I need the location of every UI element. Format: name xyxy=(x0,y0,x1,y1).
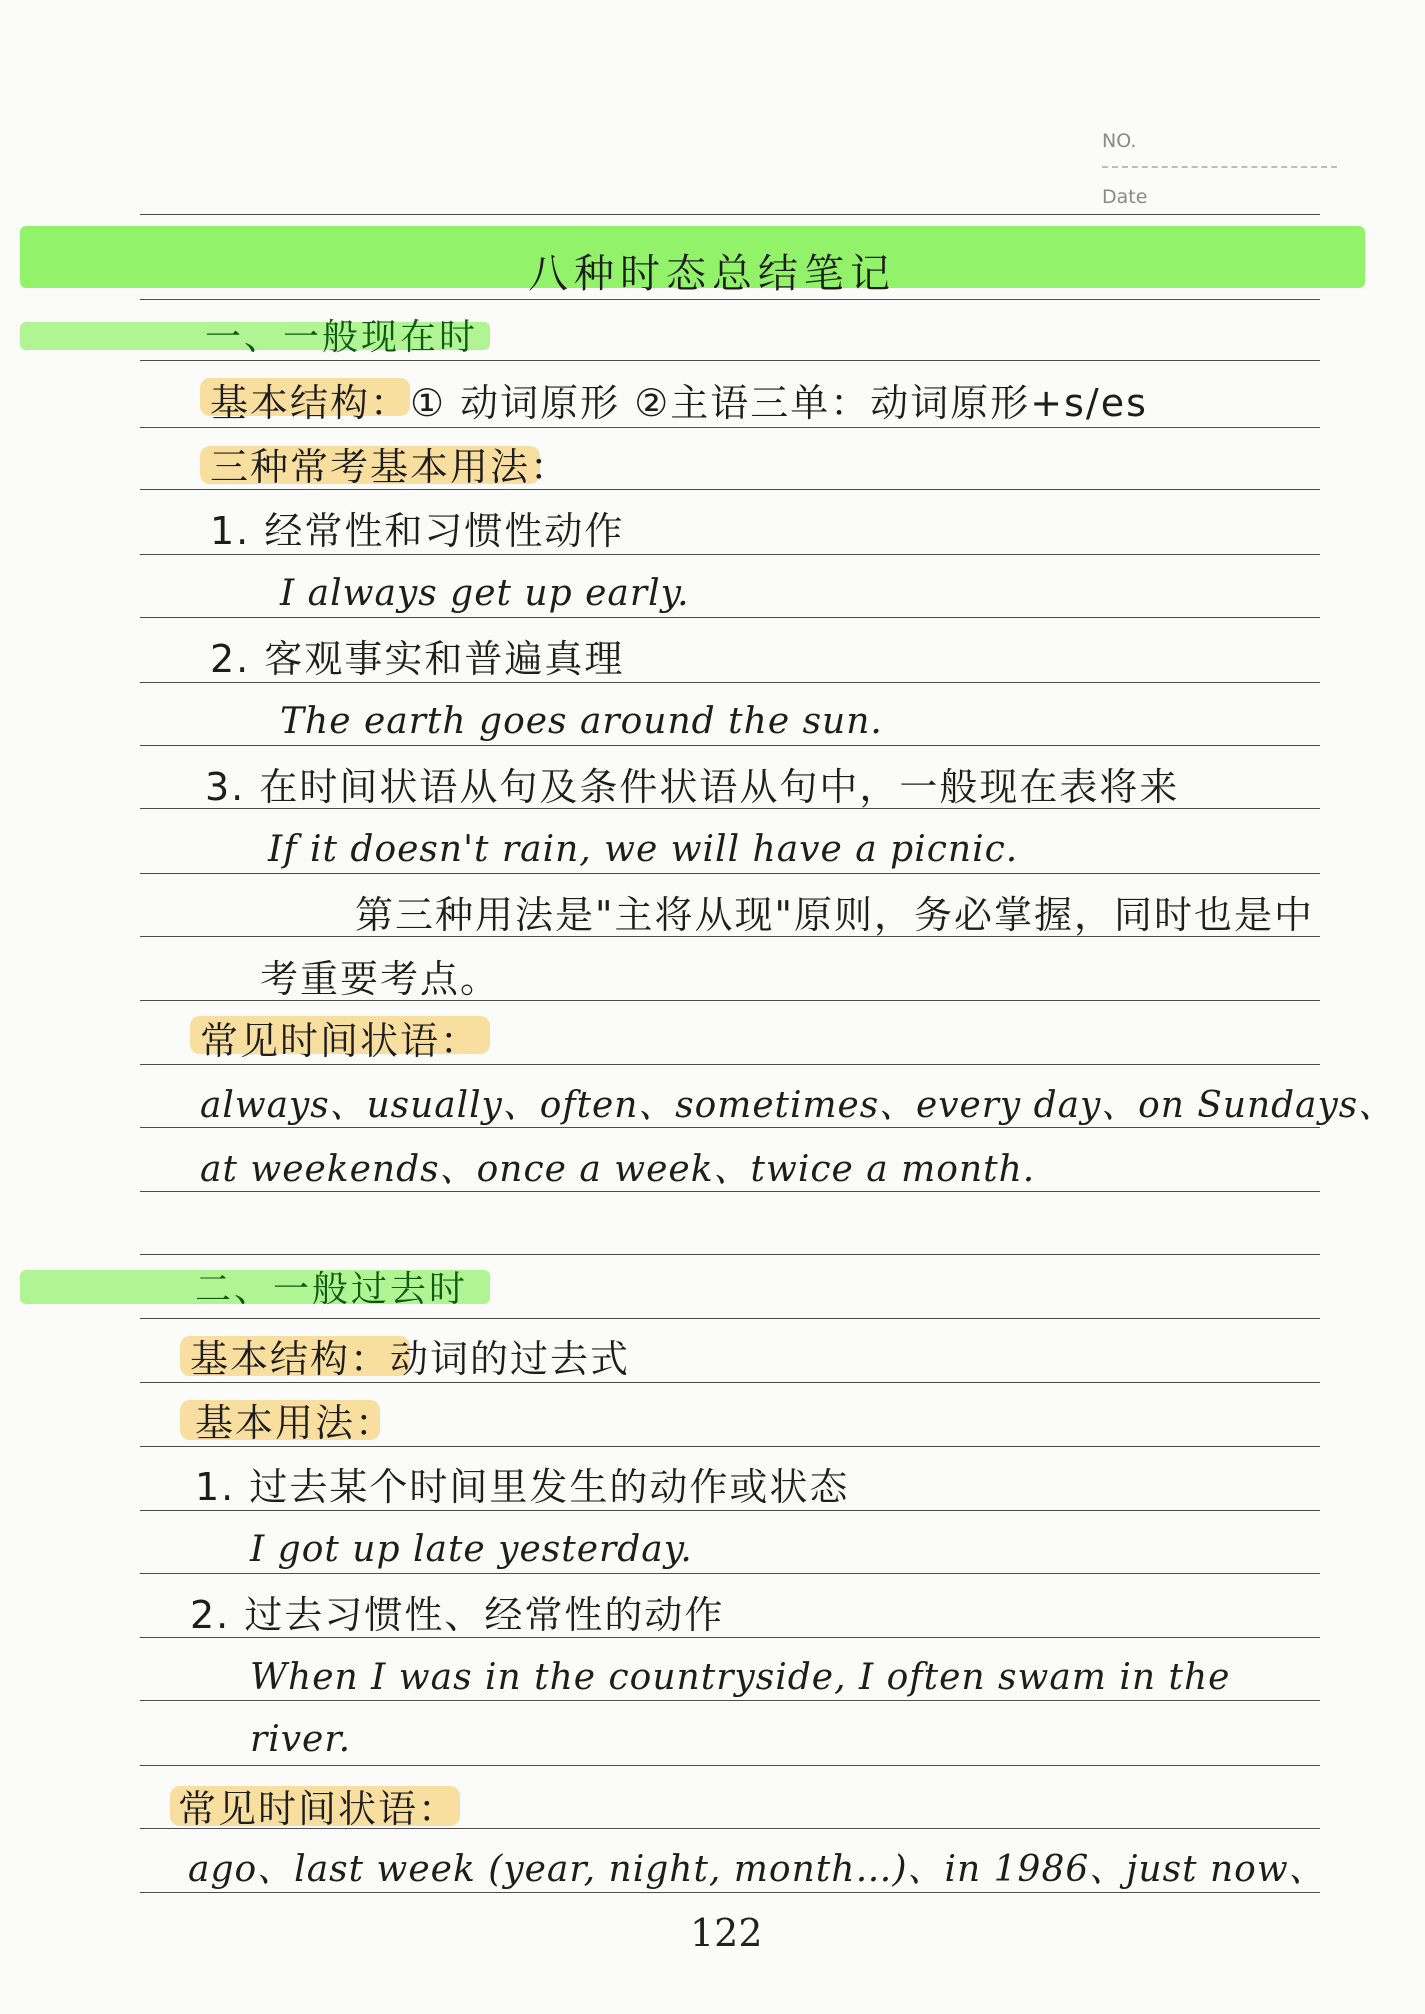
section2-item1-example: I got up late yesterday. xyxy=(250,1529,693,1570)
rule-line xyxy=(140,1191,1320,1192)
section1-heading: 一、一般现在时 xyxy=(205,317,479,358)
section1-item1: 1. 经常性和习惯性动作 xyxy=(210,509,625,553)
rule-line xyxy=(140,214,1320,215)
rule-line xyxy=(140,1573,1320,1574)
rule-line xyxy=(140,1510,1320,1511)
no-dashed-line xyxy=(1102,166,1337,168)
section1-item3-example: If it doesn't rain, we will have a picnic. xyxy=(268,829,1019,870)
rule-line xyxy=(140,873,1320,874)
page-number: 122 xyxy=(690,1911,763,1955)
section2-adverbials-line1: ago、last week (year, night, month…)、in 1986、just now、 xyxy=(188,1849,1326,1890)
rule-line xyxy=(140,745,1320,746)
section1-item2-example: The earth goes around the sun. xyxy=(280,701,883,742)
rule-line xyxy=(140,1254,1320,1255)
section1-item2: 2. 客观事实和普遍真理 xyxy=(210,637,625,681)
section1-adverbials-line1: always、usually、often、sometimes、every day、on Sundays、 xyxy=(200,1085,1396,1126)
rule-line xyxy=(140,1064,1320,1065)
section1-item1-example: I always get up early. xyxy=(280,573,690,614)
rule-line xyxy=(140,554,1320,555)
rule-line xyxy=(140,1892,1320,1893)
section1-adverbials-line2: at weekends、once a week、twice a month. xyxy=(200,1149,1036,1190)
section2-usage-label: 基本用法： xyxy=(195,1401,396,1445)
no-label: NO. xyxy=(1102,130,1137,152)
section1-note-line2: 考重要考点。 xyxy=(260,957,501,1001)
rule-line xyxy=(140,617,1320,618)
rule-line xyxy=(140,1446,1320,1447)
rule-line xyxy=(140,360,1320,361)
rule-line xyxy=(140,1127,1320,1128)
rule-line xyxy=(140,1382,1320,1383)
rule-line xyxy=(140,1637,1320,1638)
section2-item2-example-cont: river. xyxy=(250,1719,352,1760)
rule-line xyxy=(140,427,1320,428)
rule-line xyxy=(140,682,1320,683)
page-title: 八种时态总结笔记 xyxy=(528,251,896,297)
section1-usage-label: 三种常考基本用法： xyxy=(210,445,571,489)
section2-adverbials-label: 常见时间状语： xyxy=(178,1787,459,1831)
section2-heading: 二、一般过去时 xyxy=(195,1269,469,1310)
section1-note-line1: 第三种用法是"主将从现"原则，务必掌握，同时也是中 xyxy=(355,893,1314,937)
rule-line xyxy=(140,1700,1320,1701)
rule-line xyxy=(140,489,1320,490)
section2-item1: 1. 过去某个时间里发生的动作或状态 xyxy=(195,1465,850,1509)
rule-line xyxy=(140,299,1320,300)
section2-structure: 基本结构：动词的过去式 xyxy=(190,1337,631,1381)
rule-line xyxy=(140,1765,1320,1766)
rule-line xyxy=(140,1318,1320,1319)
section1-adverbials-label: 常见时间状语： xyxy=(200,1019,481,1063)
date-label: Date xyxy=(1102,186,1148,208)
section1-structure: 基本结构：① 动词原形 ②主语三单：动词原形+s/es xyxy=(210,381,1148,425)
section2-item2-example: When I was in the countryside, I often swam in the xyxy=(250,1657,1231,1698)
section2-item2: 2. 过去习惯性、经常性的动作 xyxy=(190,1593,725,1637)
section1-item3: 3. 在时间状语从句及条件状语从句中，一般现在表将来 xyxy=(205,765,1180,809)
